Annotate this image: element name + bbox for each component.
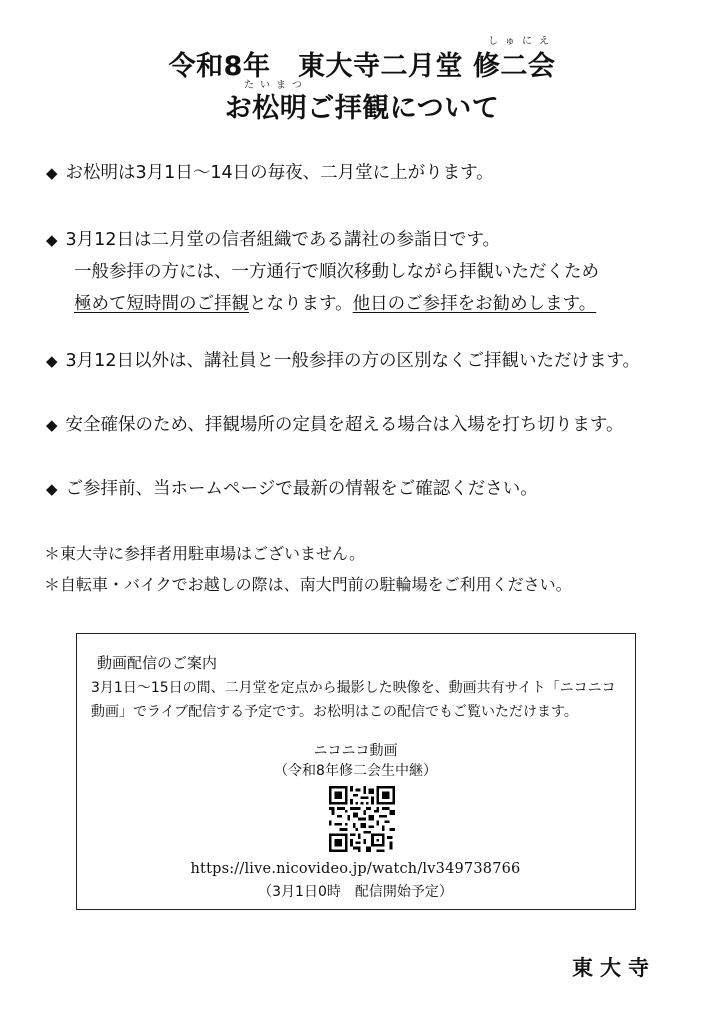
page-title-line1: 令和8年 東大寺二月堂 修二会 <box>168 51 556 82</box>
diamond-bullet-icon: ◆ <box>46 480 58 498</box>
stream-service-name: ニコニコ動画 <box>313 743 398 759</box>
info-item-text: 3月12日は二月堂の信者組織である講社の参詣日です。 <box>65 230 501 250</box>
stream-box-line1: 3月1日～15日の間、二月堂を定点から撮影した映像を、動画共有サイト「ニコニコ <box>91 680 616 696</box>
stream-box-heading: 動画配信のご案内 <box>97 654 218 672</box>
stream-url-link[interactable]: https://live.nicovideo.jp/watch/lv349738766 <box>190 861 521 877</box>
info-item-5 <box>46 473 538 505</box>
info-item-text-middle: となります。 <box>249 294 353 314</box>
signature: 東大寺 <box>572 956 656 980</box>
page-title-line2: お松明ご拝観について <box>224 93 500 124</box>
stream-box-line2: 動画」でライブ配信する予定です。お松明はこの配信でもご覧いただけます。 <box>91 704 578 720</box>
info-item-text: お松明は3月1日～14日の毎夜、二月堂に上がります。 <box>65 163 494 183</box>
stream-info-box <box>76 633 636 910</box>
underlined-warning-b: 他日のご参拝をお勧めします。 <box>352 294 597 314</box>
stream-start-note: （3月1日0時 配信開始予定） <box>258 884 453 900</box>
info-item-text: ご参拝前、当ホームページで最新の情報をご確認ください。 <box>65 479 538 499</box>
info-item-text-line2: 一般参拝の方には、一方通行で順次移動しながら拝観いただくため <box>74 262 599 282</box>
info-item-text: 3月12日以外は、講社員と一般参拝の方の区別なくご拝観いただけます。 <box>65 351 641 371</box>
info-item-2 <box>46 224 599 320</box>
diamond-bullet-icon: ◆ <box>46 352 58 370</box>
info-item-text-line3 <box>46 288 599 320</box>
ruby-taimatsu: たいまつ <box>244 80 308 91</box>
info-item-3 <box>46 345 640 377</box>
stream-box-description <box>91 676 621 724</box>
info-item-4 <box>46 409 623 441</box>
note-bicycle: ＊自転車・バイクでお越しの際は、南大門前の駐輪場をご利用ください。 <box>44 575 572 594</box>
stream-program-name: （令和8年修二会生中継） <box>274 763 437 779</box>
underlined-warning-a: 極めて短時間のご拝観 <box>74 294 249 314</box>
qr-code-icon[interactable] <box>329 786 395 852</box>
ruby-shunie: しゅにえ <box>488 36 556 47</box>
diamond-bullet-icon: ◆ <box>46 231 58 249</box>
info-item-1 <box>46 157 494 189</box>
note-parking: ＊東大寺に参拝者用駐車場はございません。 <box>44 544 365 563</box>
info-item-text: 安全確保のため、拝観場所の定員を超える場合は入場を打ち切ります。 <box>65 415 624 435</box>
diamond-bullet-icon: ◆ <box>46 164 58 182</box>
diamond-bullet-icon: ◆ <box>46 416 58 434</box>
